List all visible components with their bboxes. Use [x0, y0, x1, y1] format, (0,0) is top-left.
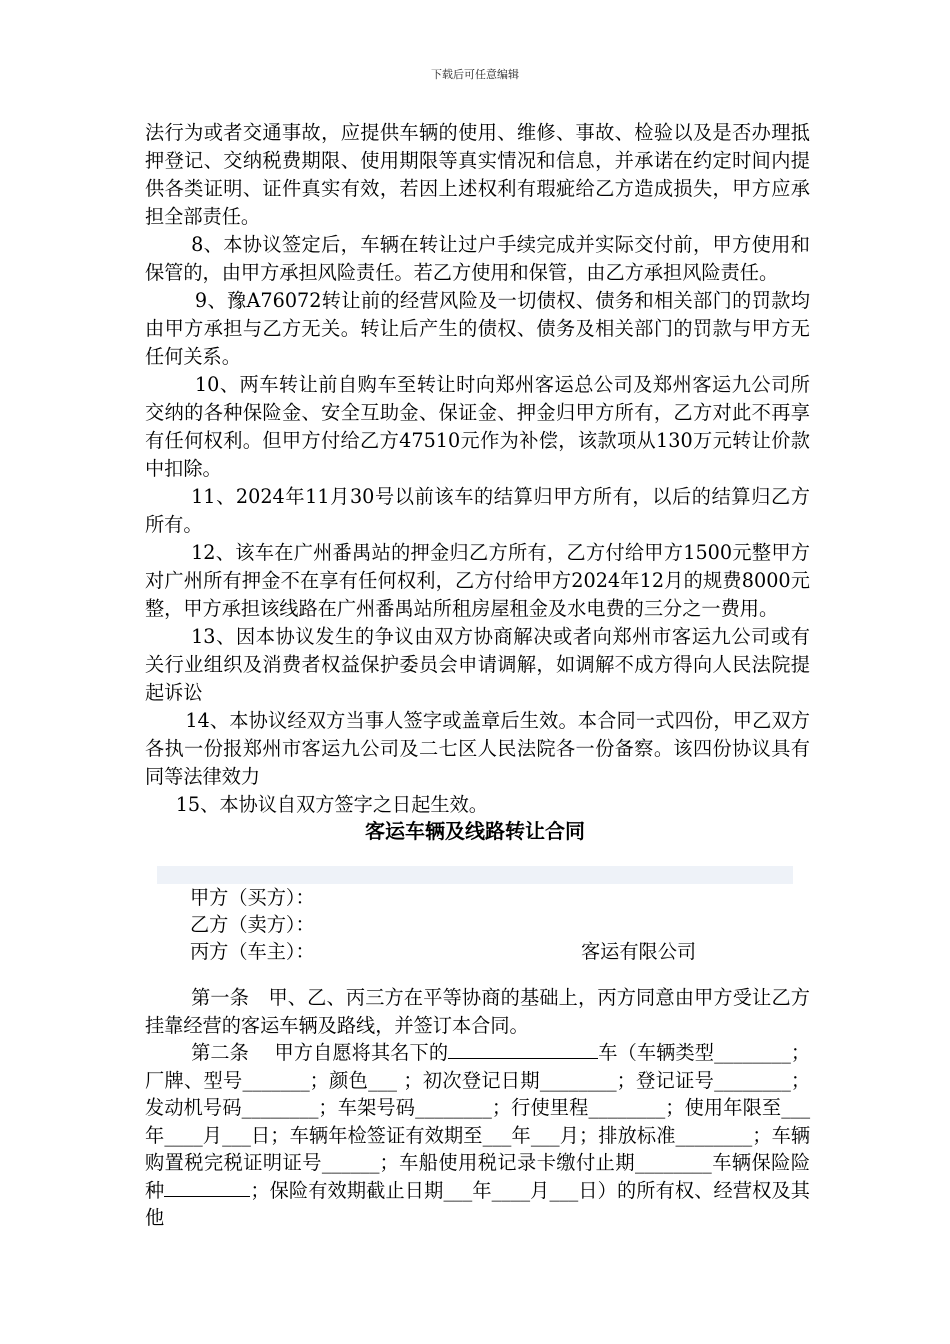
- party-b-label: 乙方（卖方）：: [190, 913, 315, 936]
- article-2-text: ；初次登记日期: [403, 1068, 540, 1092]
- article-2-text: 年: [145, 1123, 165, 1147]
- party-c-row: [190, 938, 750, 965]
- article-2-text: ；使用年限至: [665, 1096, 782, 1120]
- article-2-text: 第二条 甲方自愿将其名下的: [191, 1041, 449, 1065]
- article-2-text: ；车架号码: [318, 1096, 416, 1120]
- clause-15: 15、本协议自双方签字之日起生效。: [175, 793, 488, 816]
- article-2-text: ；颜色: [309, 1068, 369, 1092]
- clause-10: 10、两车转让前自购车至转让时向郑州客运总公司及郑州客运九公司所交纳的各种保险金、安全互助金、保证金、押金归甲方所有，乙方对此不再享有任何权利。但甲方付给乙方47510元作为补偿，该款项从130万元转让价款中扣除。: [145, 373, 810, 480]
- page-header: 下载后可任意编辑: [431, 68, 519, 81]
- article-2-text: 日）的所有权、经营权及其他: [145, 1178, 810, 1230]
- article-2-text: 日；车辆年检签证有效期至: [250, 1123, 483, 1147]
- clause-12: 12、该车在广州番禺站的押金归乙方所有，乙方付给甲方1500元整甲方对广州所有押金不在享有任何权利，乙方付给甲方2024年12月的规费8000元整，甲方承担该线路在广州番禺站所租房屋租金及水电费的三分之一费用。: [145, 541, 810, 620]
- clause-9: 9、豫A76072转让前的经营风险及一切债权、债务和相关部门的罚款均由甲方承担与乙方无关。转让后产生的债权、债务及相关部门的罚款与甲方无任何关系。: [145, 289, 810, 368]
- blank-insurance-type: [164, 1177, 250, 1197]
- article-2-text: 年: [511, 1123, 531, 1147]
- article-2-text: ；保险有效期截止日期: [250, 1178, 444, 1202]
- article-2-text: ；发动机号码: [145, 1068, 811, 1120]
- clause-13: 13、因本协议发生的争议由双方协商解决或者向郑州市客运九公司或有关行业组织及消费者权益保护委员会申请调解，如调解不成方得向人民法院提起诉讼: [145, 625, 810, 704]
- parties-block: [190, 884, 750, 965]
- contract-title: 客运车辆及线路转让合同: [365, 819, 585, 843]
- article-1: 第一条 甲、乙、丙三方在平等协商的基础上，丙方同意由甲方受让乙方挂靠经营的客运车辆及路线，并签订本合同。: [145, 986, 810, 1037]
- article-2-text: ；车辆购置税完税证明证号: [145, 1123, 811, 1175]
- article-2-text: 月: [202, 1123, 223, 1147]
- clause-8: 8、本协议签定后，车辆在转让过户手续完成并实际交付前，甲方使用和保管的，由甲方承担风险责任。若乙方使用和保管，由乙方承担风险责任。: [145, 233, 810, 284]
- party-c-label: 丙方（车主）：: [190, 940, 315, 963]
- article-2-text: 车辆保险险种: [145, 1151, 811, 1202]
- article-2-text: ；登记证号: [616, 1068, 715, 1092]
- article-2-text: 月；排放标准: [559, 1123, 676, 1147]
- party-b-row: [190, 911, 750, 938]
- article-2-text: 月: [530, 1178, 550, 1202]
- clause-continued: 法行为或者交通事故，应提供车辆的使用、维修、事故、检验以及是否办理抵押登记、交纳税费期限、使用期限等真实情况和信息，并承诺在约定时间内提供各类证明、证件真实有效，若因上述权利有瑕疵给乙方造成损失，甲方应承担全部责任。: [145, 121, 810, 228]
- contract-terms: [145, 119, 810, 819]
- article-2-text: ；车船使用税记录卡缴付止期: [379, 1151, 635, 1175]
- party-a-row: [190, 884, 750, 911]
- title-band: [157, 866, 793, 884]
- article-2-text: 年: [472, 1178, 492, 1202]
- blank-owner-vehicle: [448, 1039, 598, 1059]
- article-2-text: 车（车辆类型: [598, 1041, 715, 1065]
- clause-14: 14、本协议经双方当事人签字或盖章后生效。本合同一式四份，甲乙双方各执一份报郑州市客运九公司及二七区人民法院各一份备察。该四份协议具有同等法律效力: [145, 709, 810, 788]
- party-a-label: 甲方（买方）：: [190, 886, 315, 909]
- clause-11: 11、2024年11月30号以前该车的结算归甲方所有，以后的结算归乙方所有。: [145, 485, 810, 536]
- article-2-text: ；厂牌、型号: [145, 1041, 810, 1092]
- article-2-text: ；行使里程: [491, 1096, 589, 1120]
- contract-articles: [145, 984, 810, 1232]
- party-c-company: 客运有限公司: [581, 940, 697, 963]
- article-2: 第二条 甲方自愿将其名下的 车（车辆类型________；厂牌、型号_______；颜色___ ；初次登记日期________；登记证号________；发动机号码________；车架号码________；行使里程________；使用年限至___年____月___日；车辆年检签证有效期至___年___月；排放标准________；车辆购置税完税证明证号______；车船使用税记录卡缴付止期________车辆保险险种 ；保险有效期截止日期___年____月___日）的所有权、经营权及其他: [145, 1039, 810, 1232]
